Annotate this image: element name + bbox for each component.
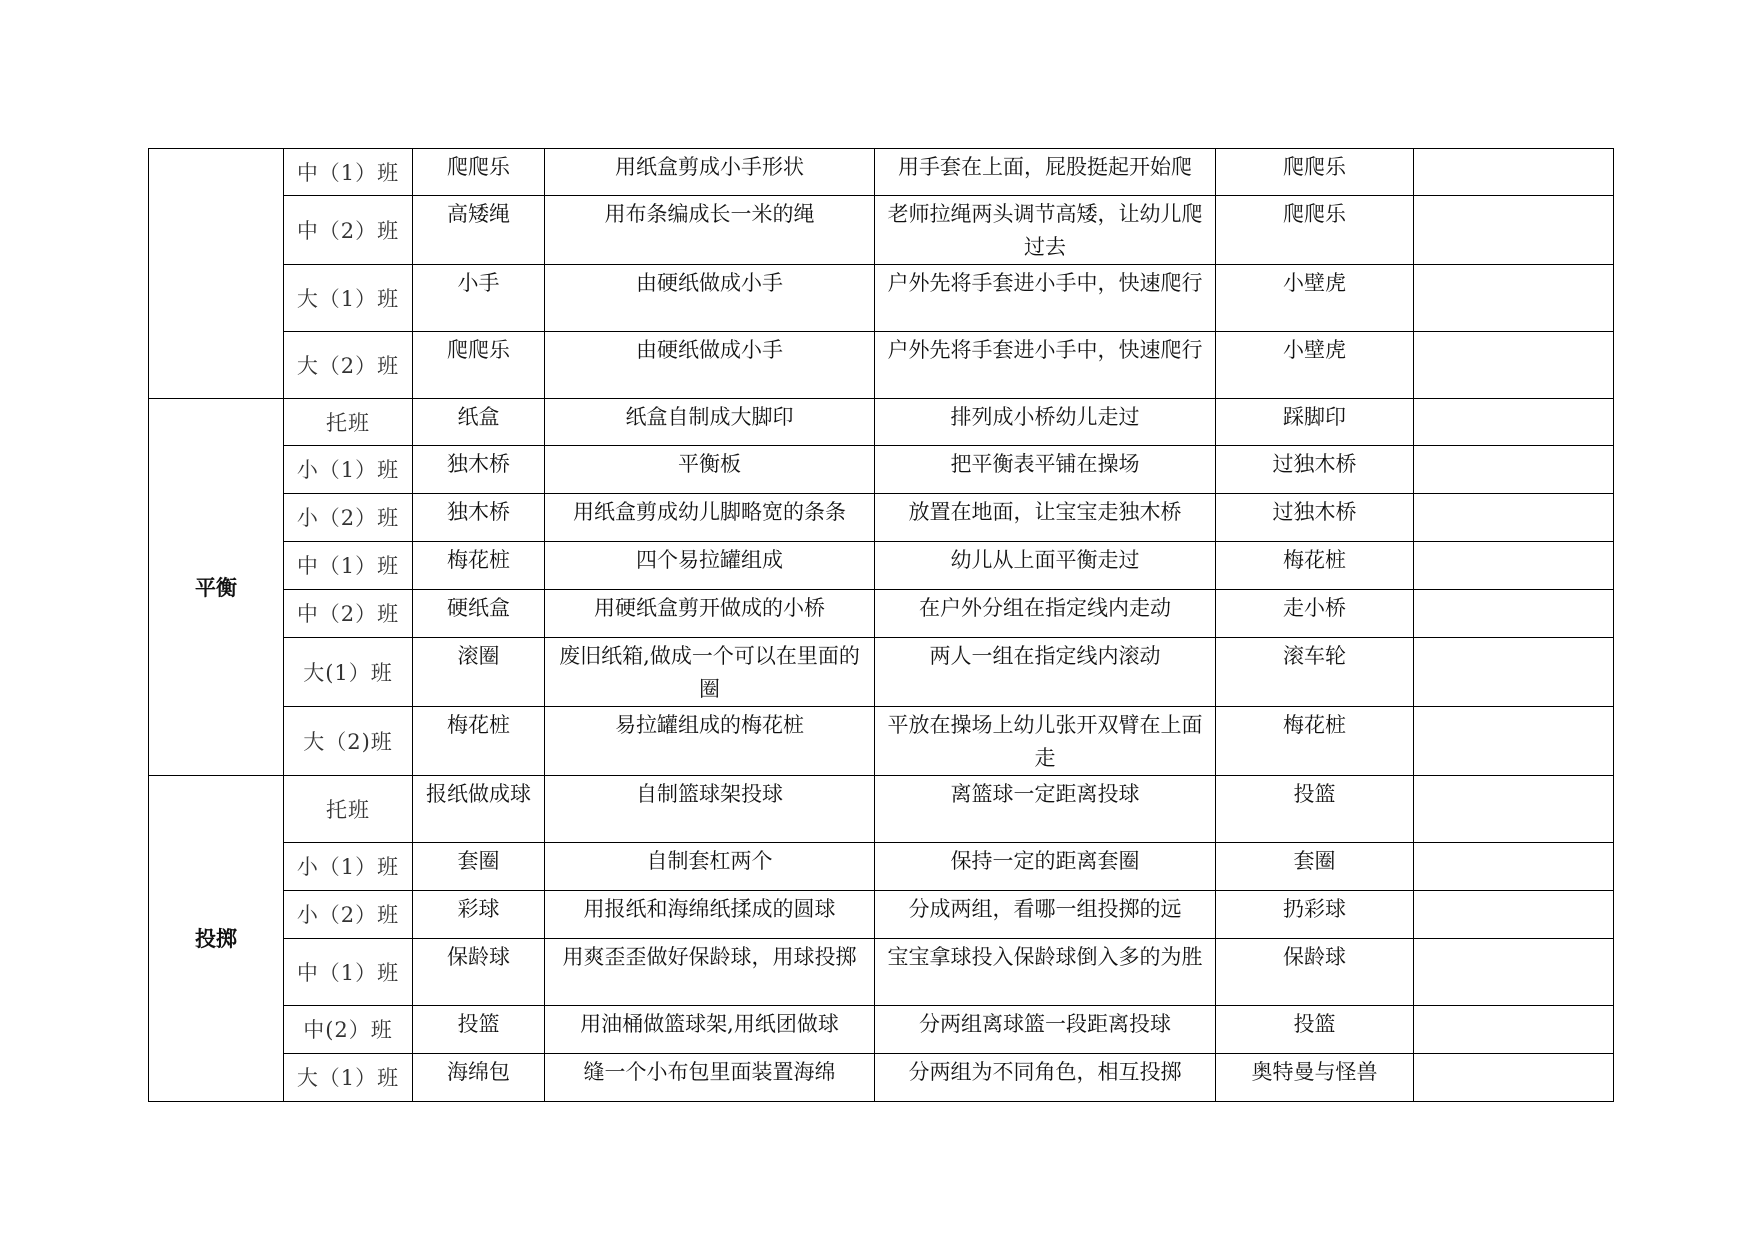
game-name-cell: 奥特曼与怪兽 — [1216, 1054, 1414, 1102]
class-cell: 中（2）班 — [284, 196, 413, 265]
game-name-cell: 滚车轮 — [1216, 638, 1414, 707]
class-cell: 小（1）班 — [284, 843, 413, 891]
method-cell: 用手套在上面，屁股挺起开始爬 — [875, 149, 1216, 196]
game-cell: 投篮 — [413, 1006, 545, 1054]
method-cell: 两人一组在指定线内滚动 — [875, 638, 1216, 707]
note-cell — [1414, 196, 1614, 265]
note-cell — [1414, 265, 1614, 332]
material-cell: 由硬纸做成小手 — [545, 332, 875, 399]
material-cell: 用油桶做篮球架,用纸团做球 — [545, 1006, 875, 1054]
table-row — [149, 590, 1614, 638]
game-name-cell: 踩脚印 — [1216, 399, 1414, 446]
material-cell: 用布条编成长一米的绳 — [545, 196, 875, 265]
game-name-cell: 过独木桥 — [1216, 494, 1414, 542]
material-cell: 用报纸和海绵纸揉成的圆球 — [545, 891, 875, 939]
game-name-cell: 投篮 — [1216, 776, 1414, 843]
material-cell: 纸盒自制成大脚印 — [545, 399, 875, 446]
class-cell: 小（2）班 — [284, 494, 413, 542]
game-name-cell: 爬爬乐 — [1216, 149, 1414, 196]
class-cell: 中（1）班 — [284, 149, 413, 196]
note-cell — [1414, 843, 1614, 891]
method-cell: 分成两组，看哪一组投掷的远 — [875, 891, 1216, 939]
class-cell: 托班 — [284, 776, 413, 843]
material-cell: 缝一个小布包里面装置海绵 — [545, 1054, 875, 1102]
game-name-cell: 过独木桥 — [1216, 446, 1414, 494]
class-cell: 大（1）班 — [284, 265, 413, 332]
table-row — [149, 265, 1614, 332]
table-row — [149, 196, 1614, 265]
note-cell — [1414, 399, 1614, 446]
method-cell: 把平衡表平铺在操场 — [875, 446, 1216, 494]
game-cell: 梅花桩 — [413, 542, 545, 590]
material-cell: 用硬纸盒剪开做成的小桥 — [545, 590, 875, 638]
table-body — [149, 149, 1614, 1102]
note-cell — [1414, 939, 1614, 1006]
note-cell — [1414, 638, 1614, 707]
game-cell: 保龄球 — [413, 939, 545, 1006]
game-name-cell: 投篮 — [1216, 1006, 1414, 1054]
game-cell: 彩球 — [413, 891, 545, 939]
material-cell: 由硬纸做成小手 — [545, 265, 875, 332]
table-row — [149, 707, 1614, 776]
game-name-cell: 扔彩球 — [1216, 891, 1414, 939]
game-name-cell: 保龄球 — [1216, 939, 1414, 1006]
class-cell: 大（1）班 — [284, 1054, 413, 1102]
table-row — [149, 891, 1614, 939]
method-cell: 幼儿从上面平衡走过 — [875, 542, 1216, 590]
note-cell — [1414, 494, 1614, 542]
game-cell: 爬爬乐 — [413, 332, 545, 399]
note-cell — [1414, 590, 1614, 638]
material-cell: 用爽歪歪做好保龄球，用球投掷 — [545, 939, 875, 1006]
game-name-cell: 爬爬乐 — [1216, 196, 1414, 265]
class-cell: 小（2）班 — [284, 891, 413, 939]
game-cell: 套圈 — [413, 843, 545, 891]
game-cell: 海绵包 — [413, 1054, 545, 1102]
game-cell: 高矮绳 — [413, 196, 545, 265]
method-cell: 户外先将手套进小手中，快速爬行 — [875, 265, 1216, 332]
category-cell — [149, 149, 284, 399]
method-cell: 排列成小桥幼儿走过 — [875, 399, 1216, 446]
table-row — [149, 399, 1614, 446]
note-cell — [1414, 891, 1614, 939]
game-cell: 报纸做成球 — [413, 776, 545, 843]
class-cell: 大(1）班 — [284, 638, 413, 707]
game-cell: 硬纸盒 — [413, 590, 545, 638]
table-row — [149, 638, 1614, 707]
material-cell: 用纸盒剪成小手形状 — [545, 149, 875, 196]
category-cell: 投掷 — [149, 776, 284, 1102]
method-cell: 分两组为不同角色，相互投掷 — [875, 1054, 1216, 1102]
note-cell — [1414, 149, 1614, 196]
note-cell — [1414, 707, 1614, 776]
class-cell: 中（1）班 — [284, 939, 413, 1006]
game-cell: 独木桥 — [413, 446, 545, 494]
material-cell: 自制套杠两个 — [545, 843, 875, 891]
material-cell: 易拉罐组成的梅花桩 — [545, 707, 875, 776]
category-cell: 平衡 — [149, 399, 284, 776]
method-cell: 户外先将手套进小手中，快速爬行 — [875, 332, 1216, 399]
game-cell: 梅花桩 — [413, 707, 545, 776]
note-cell — [1414, 1006, 1614, 1054]
game-cell: 小手 — [413, 265, 545, 332]
game-cell: 滚圈 — [413, 638, 545, 707]
note-cell — [1414, 776, 1614, 843]
activity-table — [148, 148, 1614, 1102]
material-cell: 四个易拉罐组成 — [545, 542, 875, 590]
table-row — [149, 332, 1614, 399]
game-name-cell: 梅花桩 — [1216, 542, 1414, 590]
note-cell — [1414, 332, 1614, 399]
class-cell: 大（2)班 — [284, 707, 413, 776]
table-row — [149, 542, 1614, 590]
table-row — [149, 939, 1614, 1006]
class-cell: 中（2）班 — [284, 590, 413, 638]
class-cell: 大（2）班 — [284, 332, 413, 399]
material-cell: 自制篮球架投球 — [545, 776, 875, 843]
class-cell: 托班 — [284, 399, 413, 446]
method-cell: 离篮球一定距离投球 — [875, 776, 1216, 843]
method-cell: 平放在操场上幼儿张开双臂在上面走 — [875, 707, 1216, 776]
note-cell — [1414, 1054, 1614, 1102]
game-cell: 爬爬乐 — [413, 149, 545, 196]
method-cell: 分两组离球篮一段距离投球 — [875, 1006, 1216, 1054]
method-cell: 保持一定的距离套圈 — [875, 843, 1216, 891]
game-name-cell: 套圈 — [1216, 843, 1414, 891]
game-name-cell: 梅花桩 — [1216, 707, 1414, 776]
class-cell: 中（1）班 — [284, 542, 413, 590]
class-cell: 中(2）班 — [284, 1006, 413, 1054]
method-cell: 宝宝拿球投入保龄球倒入多的为胜 — [875, 939, 1216, 1006]
material-cell: 废旧纸箱,做成一个可以在里面的圈 — [545, 638, 875, 707]
table-row — [149, 149, 1614, 196]
game-name-cell: 小壁虎 — [1216, 332, 1414, 399]
table-row — [149, 494, 1614, 542]
table-row — [149, 1054, 1614, 1102]
method-cell: 在户外分组在指定线内走动 — [875, 590, 1216, 638]
note-cell — [1414, 446, 1614, 494]
table-row — [149, 446, 1614, 494]
material-cell: 用纸盒剪成幼儿脚略宽的条条 — [545, 494, 875, 542]
game-cell: 独木桥 — [413, 494, 545, 542]
method-cell: 老师拉绳两头调节高矮，让幼儿爬过去 — [875, 196, 1216, 265]
class-cell: 小（1）班 — [284, 446, 413, 494]
material-cell: 平衡板 — [545, 446, 875, 494]
game-name-cell: 走小桥 — [1216, 590, 1414, 638]
note-cell — [1414, 542, 1614, 590]
table-row — [149, 776, 1614, 843]
table-row — [149, 1006, 1614, 1054]
table-row — [149, 843, 1614, 891]
game-cell: 纸盒 — [413, 399, 545, 446]
method-cell: 放置在地面，让宝宝走独木桥 — [875, 494, 1216, 542]
game-name-cell: 小壁虎 — [1216, 265, 1414, 332]
